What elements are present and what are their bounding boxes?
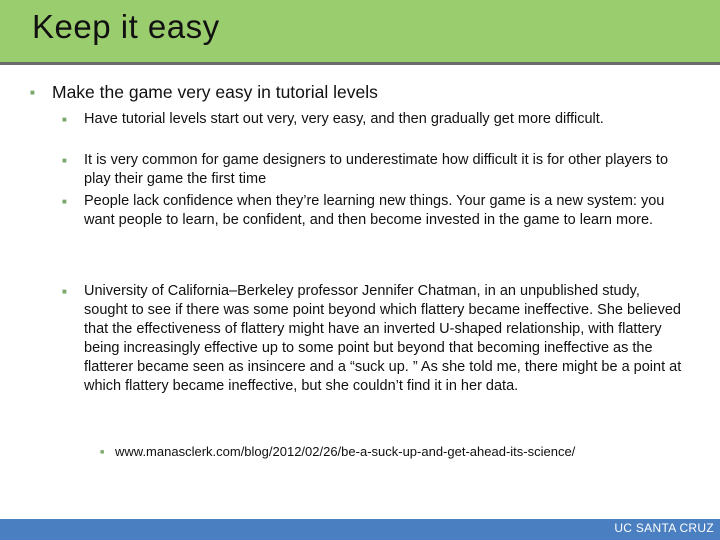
title-divider (0, 62, 720, 65)
square-bullet-icon: ■ (100, 449, 105, 456)
bullet-level2-confidence: People lack confidence when they’re learning new things. Your game is a new system: you want people to learn, be confident, and then become invested in the game to learn more. (84, 193, 665, 228)
square-bullet-icon: ■ (62, 156, 67, 165)
square-bullet-icon: ■ (62, 287, 67, 296)
slide-title: Keep it easy (32, 8, 220, 45)
bullet-level1: Make the game very easy in tutorial levels (52, 82, 378, 102)
bullet-level3-link[interactable]: www.manasclerk.com/blog/2012/02/26/be-a-suck-up-and-get-ahead-its-science/ (115, 444, 576, 459)
square-bullet-icon: ■ (62, 197, 67, 206)
square-bullet-icon: ■ (62, 115, 67, 124)
footer-label: UC SANTA CRUZ (614, 521, 714, 535)
title-bar (0, 0, 720, 62)
bullet-level2-tutorial: Have tutorial levels start out very, very easy, and then gradually get more difficult. (84, 111, 604, 127)
bullet-level2-study: University of California–Berkeley professor Jennifer Chatman, in an unpublished study, sought to see if there was some point beyond which flattery became ineffective. She believed that the effectiveness of flattery might have an inverted U-shaped relationship, with flattery being increasingly effective up to some point but beyond that becoming ineffective as the flatterer became seen as insincere and a “suck up. ” As she told me, there might be a point at which flattery became ineffective, but she couldn’t find it in her data. (84, 283, 682, 394)
bullet-level2-designers: It is very common for game designers to underestimate how difficult it is for other players to play their game the first time (84, 152, 669, 187)
footer-bar (0, 519, 720, 540)
square-bullet-icon: ■ (30, 88, 35, 97)
